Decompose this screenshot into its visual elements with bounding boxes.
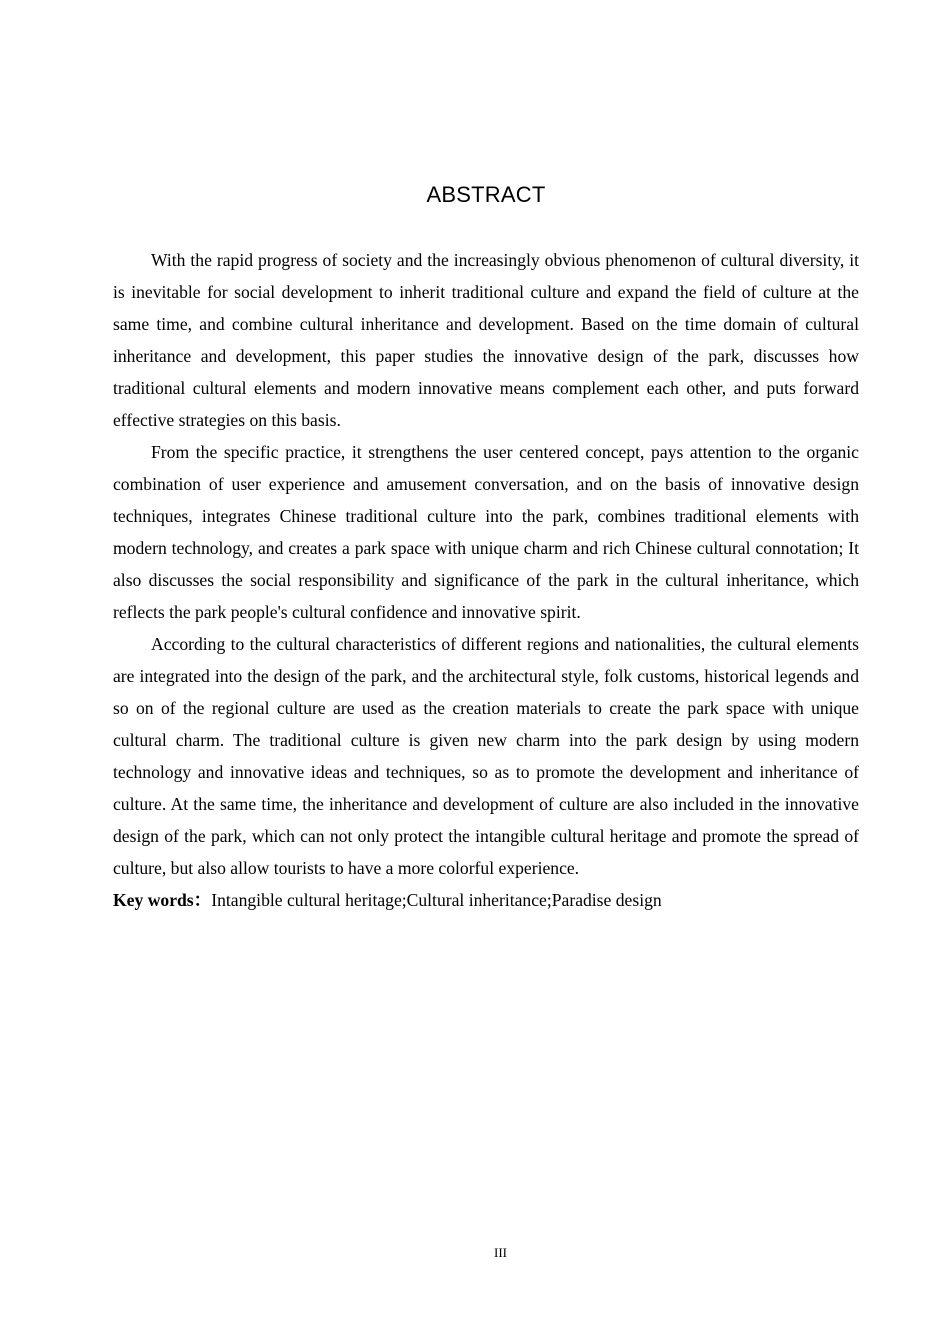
keywords-label: Key words：	[113, 890, 212, 910]
abstract-paragraph-1: With the rapid progress of society and the increasingly obvious phenomenon of cultural diversity, it is inevitable for social development to inherit traditional culture and expand the field of culture at the same time, and combine cultural inheritance and development. Based on the time domain of cultural inheritance and development, this paper studies the innovative design of the park, discusses how traditional cultural elements and modern innovative means complement each other, and puts forward effective strategies on this basis.	[113, 250, 859, 430]
abstract-paragraph-3: According to the cultural characteristics of different regions and nationalities, the cultural elements are integrated into the design of the park, and the architectural style, folk customs, historical legends and so on of the regional culture are used as the creation materials to create the park space with unique cultural charm. The traditional culture is given new charm into the park design by using modern technology and innovative ideas and techniques, so as to promote the development and inheritance of culture. At the same time, the inheritance and development of culture are also included in the innovative design of the park, which can not only protect the intangible cultural heritage and promote the spread of culture, but also allow tourists to have a more colorful experience.	[113, 634, 859, 878]
abstract-title: ABSTRACT	[426, 182, 546, 207]
keywords-line	[113, 884, 859, 916]
abstract-body	[113, 244, 859, 916]
keywords-value: Intangible cultural heritage;Cultural inheritance;Paradise design	[211, 890, 662, 910]
page-number: III	[494, 1245, 507, 1260]
abstract-paragraph-2: From the specific practice, it strengthens the user centered concept, pays attention to the organic combination of user experience and amusement conversation, and on the basis of innovative design techniques, integrates Chinese traditional culture into the park, combines traditional elements with modern technology, and creates a park space with unique charm and rich Chinese cultural connotation; It also discusses the social responsibility and significance of the park in the cultural inheritance, which reflects the park people's cultural confidence and innovative spirit.	[113, 442, 859, 622]
